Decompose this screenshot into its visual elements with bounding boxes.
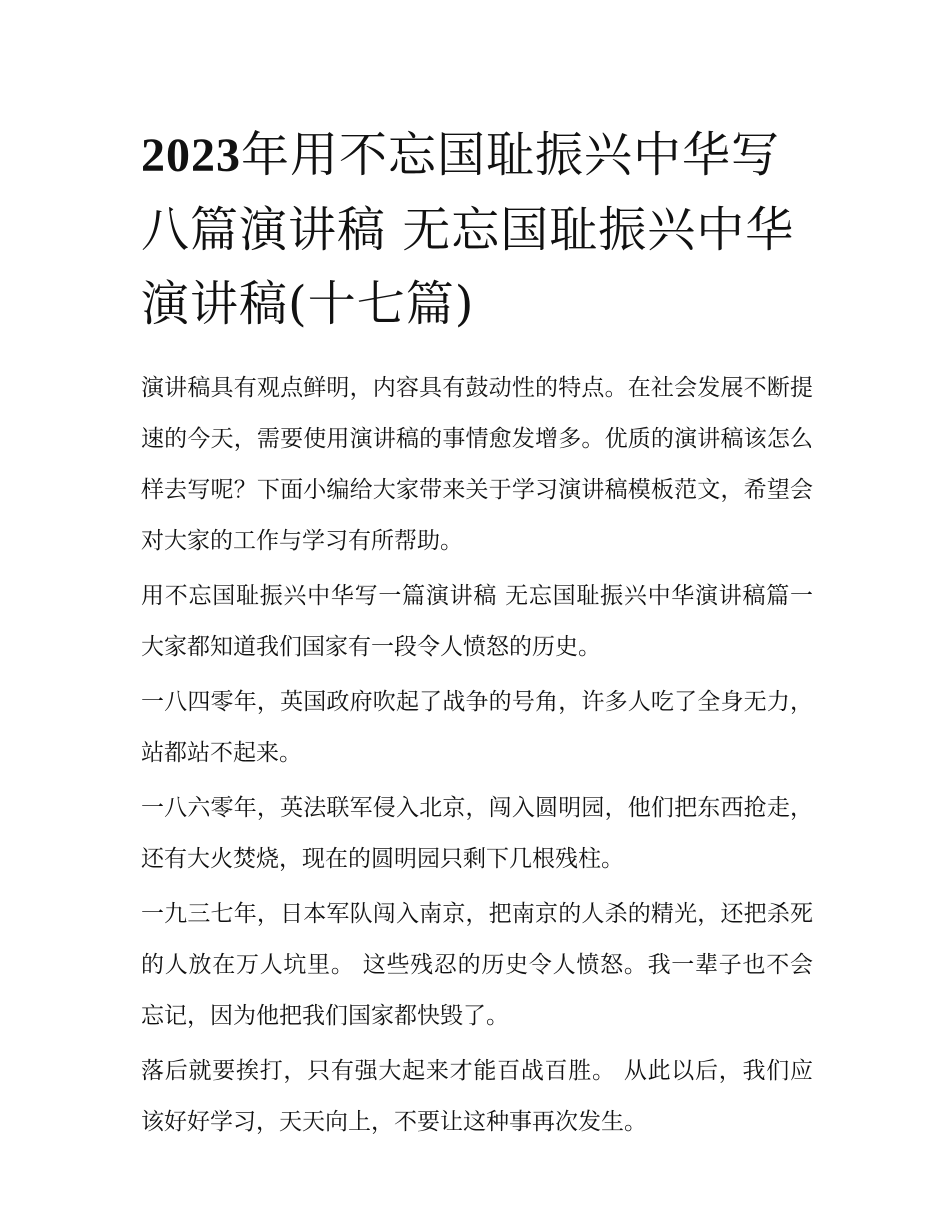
document-page — [141, 118, 813, 1152]
title-text: 年用不忘国耻振兴中华写八篇演讲稿 无忘国耻振兴中华演讲稿(十七篇) — [141, 127, 795, 332]
document-body — [141, 363, 813, 1148]
paragraph: 落后就要挨打，只有强大起来才能百战百胜。 从此以后，我们应该好好学习，天天向上，不要让这种事再次发生。 — [141, 1058, 813, 1135]
intro-paragraph: 演讲稿具有观点鲜明，内容具有鼓动性的特点。在社会发展不断提速的今天，需要使用演讲稿的事情愈发增多。优质的演讲稿该怎么样去写呢？下面小编给大家带来关于学习演讲稿模板范文，希望会对大家的工作与学习有所帮助。 — [141, 375, 813, 554]
paragraph: 一九三七年，日本军队闯入南京，把南京的人杀的精光，还把杀死的人放在万人坑里。 这些残忍的历史令人愤怒。我一辈子也不会忘记，因为他把我们国家都快毁了。 — [141, 901, 813, 1029]
paragraph: 一八六零年，英法联军侵入北京，闯入圆明园，他们把东西抢走，还有大火焚烧，现在的圆明园只剩下几根残柱。 — [141, 795, 813, 872]
paragraph: 一八四零年，英国政府吹起了战争的号角，许多人吃了全身无力，站都站不起来。 — [141, 689, 813, 766]
paragraph: 用不忘国耻振兴中华写一篇演讲稿 无忘国耻振兴中华演讲稿篇一 大家都知道我们国家有一段令人愤怒的历史。 — [141, 583, 813, 660]
title-year: 2023 — [141, 129, 241, 182]
document-title — [141, 118, 813, 341]
